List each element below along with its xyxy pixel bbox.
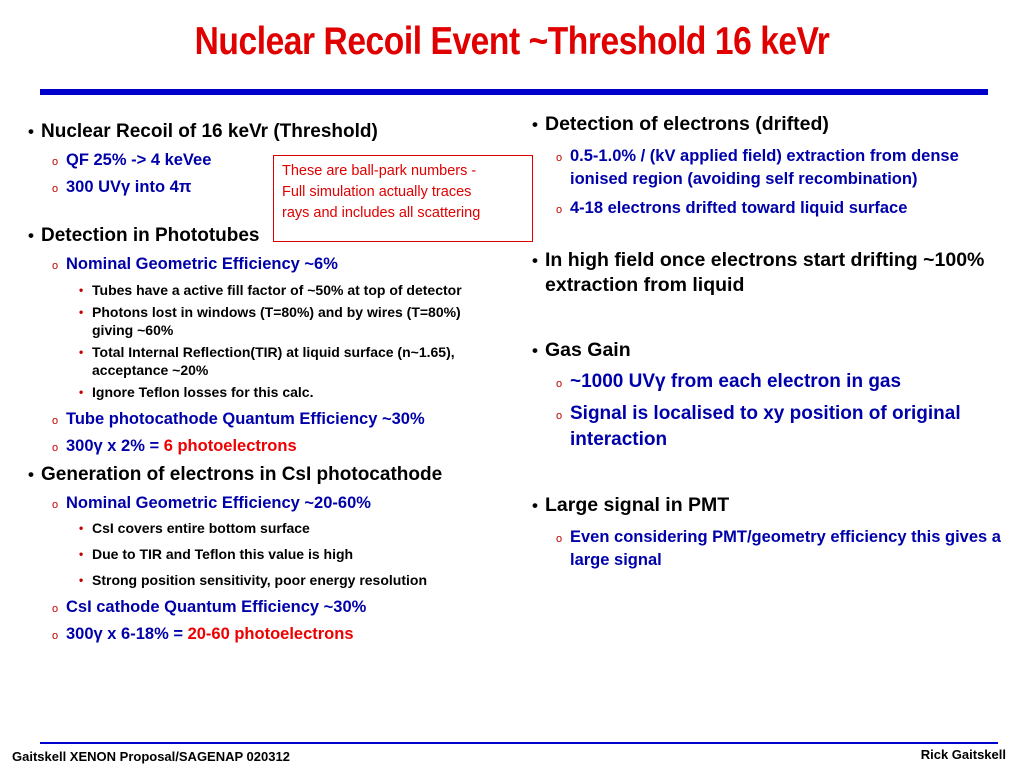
sub-bullet-geometric-eff: o Nominal Geometric Efficiency ~6% xyxy=(28,254,498,275)
bullet-large-signal: • Large signal in PMT xyxy=(532,493,1012,518)
detail-fill-factor: • Tubes have a active fill factor of ~50% at top of detector xyxy=(28,281,498,299)
note-line: rays and includes all scattering xyxy=(282,205,481,221)
sub-bullet-quantum-eff: o Tube photocathode Quantum Efficiency ~30% xyxy=(28,409,498,430)
slide-title: Nuclear Recoil Event ~Threshold 16 keVr xyxy=(194,20,830,63)
right-column xyxy=(532,112,1012,572)
sub-bullet-csi-photoelectrons xyxy=(28,624,498,645)
bullet-nuclear-recoil: • Nuclear Recoil of 16 keVr (Threshold) xyxy=(28,120,498,143)
note-line: These are ball-park numbers - xyxy=(282,163,477,179)
detail-photons-lost: • Photons lost in windows (T=80%) and by wires (T=80%) giving ~60% xyxy=(28,303,498,339)
detail-tir: • Total Internal Reflection(TIR) at liquid surface (n~1.65), acceptance ~20% xyxy=(28,343,498,379)
csi-result: 20-60 photoelectrons xyxy=(187,625,354,643)
bullet-high-field: • In high field once electrons start drifting ~100% extraction from liquid xyxy=(532,248,1012,298)
bullet-gas-gain: • Gas Gain xyxy=(532,338,1012,363)
note-line: Full simulation actually traces xyxy=(282,184,472,200)
footer-author: Rick Gaitskell xyxy=(920,747,1006,762)
photoelectron-result: 6 photoelectrons xyxy=(163,437,297,455)
ballpark-note-box xyxy=(273,155,533,242)
sub-bullet-photoelectrons xyxy=(28,436,498,457)
bullet-csi-electrons: • Generation of electrons in CsI photocathode xyxy=(28,463,498,486)
bullet-phototubes: • Detection in Phototubes xyxy=(28,224,498,247)
csi-calc: 300γ x 6-18% = xyxy=(66,625,188,643)
sub-bullet-uv-photons: o 300 UVγ into 4π xyxy=(28,177,498,198)
footer-rule xyxy=(40,742,998,744)
detail-csi-tir: • Due to TIR and Teflon this value is high xyxy=(28,545,498,563)
photoelectron-calc: 300γ x 2% = xyxy=(66,437,164,455)
sub-bullet-csi-geometric: o Nominal Geometric Efficiency ~20-60% xyxy=(28,493,498,514)
sub-bullet-pmt-efficiency: o Even considering PMT/geometry efficiency this gives a large signal xyxy=(532,526,1012,572)
footer-left-text: Gaitskell XENON Proposal/SAGENAP 020312 xyxy=(12,749,290,764)
sub-bullet-electrons-drifted: o 4-18 electrons drifted toward liquid surface xyxy=(532,197,1012,220)
bullet-electron-detection: • Detection of electrons (drifted) xyxy=(532,112,1012,137)
sub-bullet-extraction: o 0.5-1.0% / (kV applied field) extraction from dense ionised region (avoiding self recombination) xyxy=(532,145,1012,191)
title-rule xyxy=(40,89,988,95)
sub-bullet-qf: o QF 25% -> 4 keVee xyxy=(28,150,498,171)
detail-csi-position: • Strong position sensitivity, poor energy resolution xyxy=(28,571,498,589)
sub-bullet-localised: o Signal is localised to xy position of original interaction xyxy=(532,401,1012,453)
sub-bullet-uv-per-electron: o ~1000 UVγ from each electron in gas xyxy=(532,369,1012,395)
sub-bullet-csi-qe: o CsI cathode Quantum Efficiency ~30% xyxy=(28,597,498,618)
detail-teflon: • Ignore Teflon losses for this calc. xyxy=(28,383,498,401)
detail-csi-cover: • CsI covers entire bottom surface xyxy=(28,519,498,537)
